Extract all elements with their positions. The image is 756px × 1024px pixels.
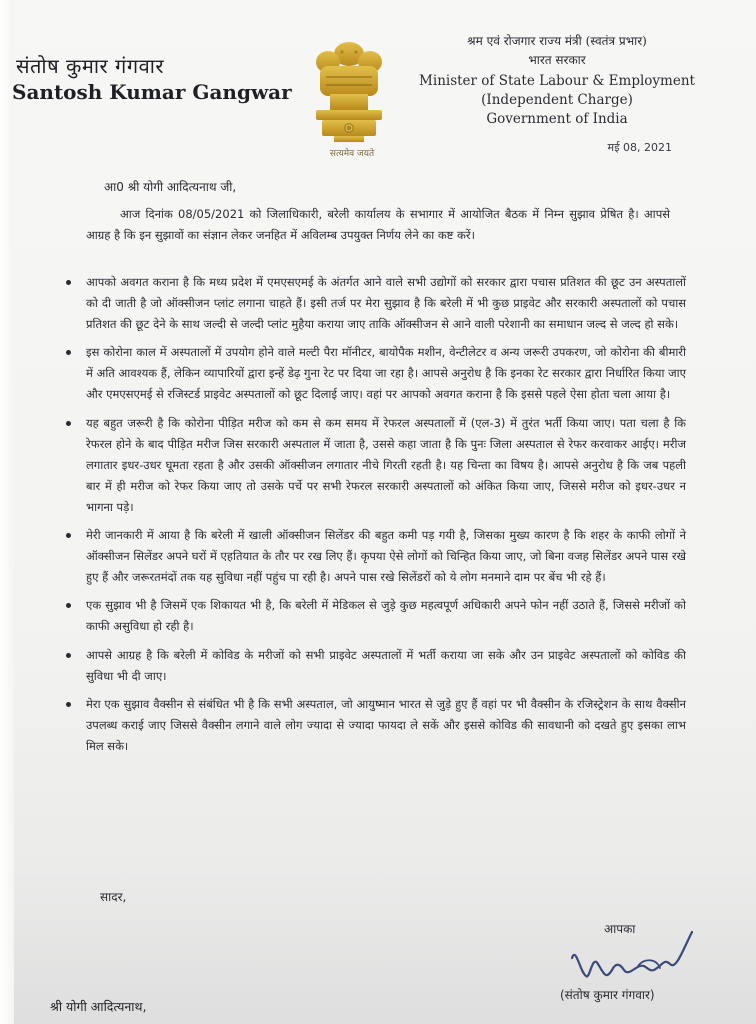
list-item <box>66 272 686 335</box>
recipient-name: श्री योगी आदित्यनाथ, <box>50 999 147 1014</box>
office-english-government: Government of India <box>486 111 628 127</box>
bullet-icon <box>66 533 71 538</box>
bullet-icon <box>66 702 71 707</box>
suggestion-list <box>66 272 686 764</box>
list-item <box>66 595 686 637</box>
bullet-icon <box>66 653 71 658</box>
suggestion-text: एक सुझाव भी है जिसमें एक शिकायत भी है, कि बरेली में मेडिकल से जुड़े कुछ महत्वपूर्ण अधिकारी अपने फोन नहीं उठाते हैं, जिससे मरीजों को काफी असुविधा हो रही है। <box>86 598 686 634</box>
list-item <box>66 645 686 687</box>
list-item <box>66 342 686 405</box>
minister-name-english: Santosh Kumar Gangwar <box>12 80 292 104</box>
salutation: आ0 श्री योगी आदित्यनाथ जी, <box>104 180 237 194</box>
minister-name-hindi: संतोष कुमार गंगवार <box>16 54 165 78</box>
office-hindi-title: श्रम एवं रोजगार राज्य मंत्री (स्वतंत्र प्रभार) <box>467 34 647 48</box>
signer-name: (संतोष कुमार गंगवार) <box>560 988 655 1002</box>
office-block <box>412 32 702 129</box>
list-item <box>66 525 686 588</box>
list-item <box>66 413 686 518</box>
list-item <box>66 694 686 757</box>
suggestion-text: मेरी जानकारी में आया है कि बरेली में खाली ऑक्सीजन सिलेंडर की बहुत कमी पड़ गयी है, जिसका मुख्य कारण है कि शहर के काफी लोगों ने ऑक्सीजन सिलेंडर अपने घरों में एहतियात के तौर पर रख लिए हैं। कृपया ऐसे लोगों को चिन्हित किया जाए, जो बिना वजह सिलेंडर अपने पास रखे हुए हैं और जरूरतमंदों तक यह सुविधा नहीं पहुंच पा रही है। अपने पास रखे सिलेंडरों को ये लोग मनमाने दाम पर बेंच भी रहे हैं। <box>86 528 686 585</box>
closing: सादर, <box>100 890 127 904</box>
letter-date: मई 08, 2021 <box>607 141 672 154</box>
office-english-title: Minister of State Labour & Employment <box>419 73 695 89</box>
emblem-motto: सत्यमेव जयते <box>329 149 375 159</box>
bullet-icon <box>66 421 71 426</box>
signature-icon <box>560 924 700 992</box>
suggestion-text: आपसे आग्रह है कि बरेली में कोविड के मरीजों को सभी प्राइवेट अस्पतालों में भर्ती कराया जा सके और उन प्राइवेट अस्पतालों को कोविड की सुविधा भी दी जाए। <box>86 647 686 683</box>
suggestion-text: मेरा एक सुझाव वैक्सीन से संबंधित भी है कि सभी अस्पताल, जो आयुष्मान भारत से जुड़े हुए हैं वहां पर भी वैक्सीन के रजिस्ट्रेशन के साथ वैक्सीन उपलब्ध कराई जाए जिससे वैक्सीन लगाने वाले लोग ज्यादा से ज्यादा फायदा ले सकें और इससे कोविड की सावधानी को दखते हुए इसका लाभ मिल सके। <box>86 696 686 753</box>
intro-paragraph: आज दिनांक 08/05/2021 को जिलाधिकारी, बरेली कार्यालय के सभागार में आयोजित बैठक में निम्न सुझाव प्रेषित है। आपसे आग्रह है कि इन सुझावों का संज्ञान लेकर जनहित में अविलम्ब उपयुक्त निर्णय लेने का कष्ट करें। <box>86 207 670 242</box>
page-edge <box>0 0 14 1024</box>
suggestion-text: इस कोरोना काल में अस्पतालों में उपयोग होने वाले मल्टी पैरा मॉनीटर, बायोपैक मशीन, वेन्टीलेटर व अन्य जरूरी उपकरण, जो कोरोना की बीमारी में अति आवश्यक हैं, लेकिन व्यापारियों द्वारा इन्हें डेढ़ गुना रेट पर दिया जा रहा है। आपसे अनुरोध है कि इनका रेट सरकार द्वारा निर्धारित किया जाए और एमएसएमई से रजिस्टर्ड प्राइवेट अस्पतालों को छूट दिलाई जाए। वहां पर आपको अवगत कराना है कि इससे पहले ऐसा होता चला आया है। <box>86 345 686 402</box>
bullet-icon <box>66 350 71 355</box>
office-english-charge: (Independent Charge) <box>481 92 633 108</box>
suggestion-text: यह बहुत जरूरी है कि कोरोना पीड़ित मरीज को कम से कम समय में रेफरल अस्पतालों में (एल-3) में तुरंत भर्ती किया जाए। पता चला है कि रेफरल होने के बाद पीड़ित मरीज जिस सरकारी अस्पताल में जाता है, उससे कहा जाता है कि पुनः जिला अस्पताल से रेफर करवाकर आईए। मरीज लगातार इधर-उधर घूमता रहता है और उसकी ऑक्सीजन लगातार नीचे गिरती रहती है। यह चिन्ता का विषय है। आपसे अनुरोध है कि जब पहली बार में ही मरीज को रेफर किया जाए तो उसके पर्चे पर सभी रेफरल सरकारी अस्पतालों को अंकित किया जाए, जिससे मरीज को इधर-उधर न भागना पड़े। <box>86 415 686 514</box>
yours-label: आपका <box>604 922 636 936</box>
national-emblem-icon <box>306 40 392 158</box>
suggestion-text: आपको अवगत कराना है कि मध्य प्रदेश में एमएसएमई के अंतर्गत आने वाले सभी उद्योगों को सरकार द्वारा पचास प्रतिशत की छूट उन अस्पतालों को दी जाती है जो ऑक्सीजन प्लांट लगाना चाहते हैं। इसी तर्ज पर मेरा सुझाव है कि बरेली में भी कुछ प्राइवेट और सरकारी अस्पतालों को पचास प्रतिशत की छूट देने के साथ जल्दी से जल्दी प्लांट मुहैया कराया जाए ताकि ऑक्सीजन से आने वाली परेशानी का समाधान जल्द से जल्द हो सके। <box>86 275 686 332</box>
office-hindi-government: भारत सरकार <box>528 53 586 67</box>
bullet-icon <box>66 280 71 285</box>
bullet-icon <box>66 603 71 608</box>
